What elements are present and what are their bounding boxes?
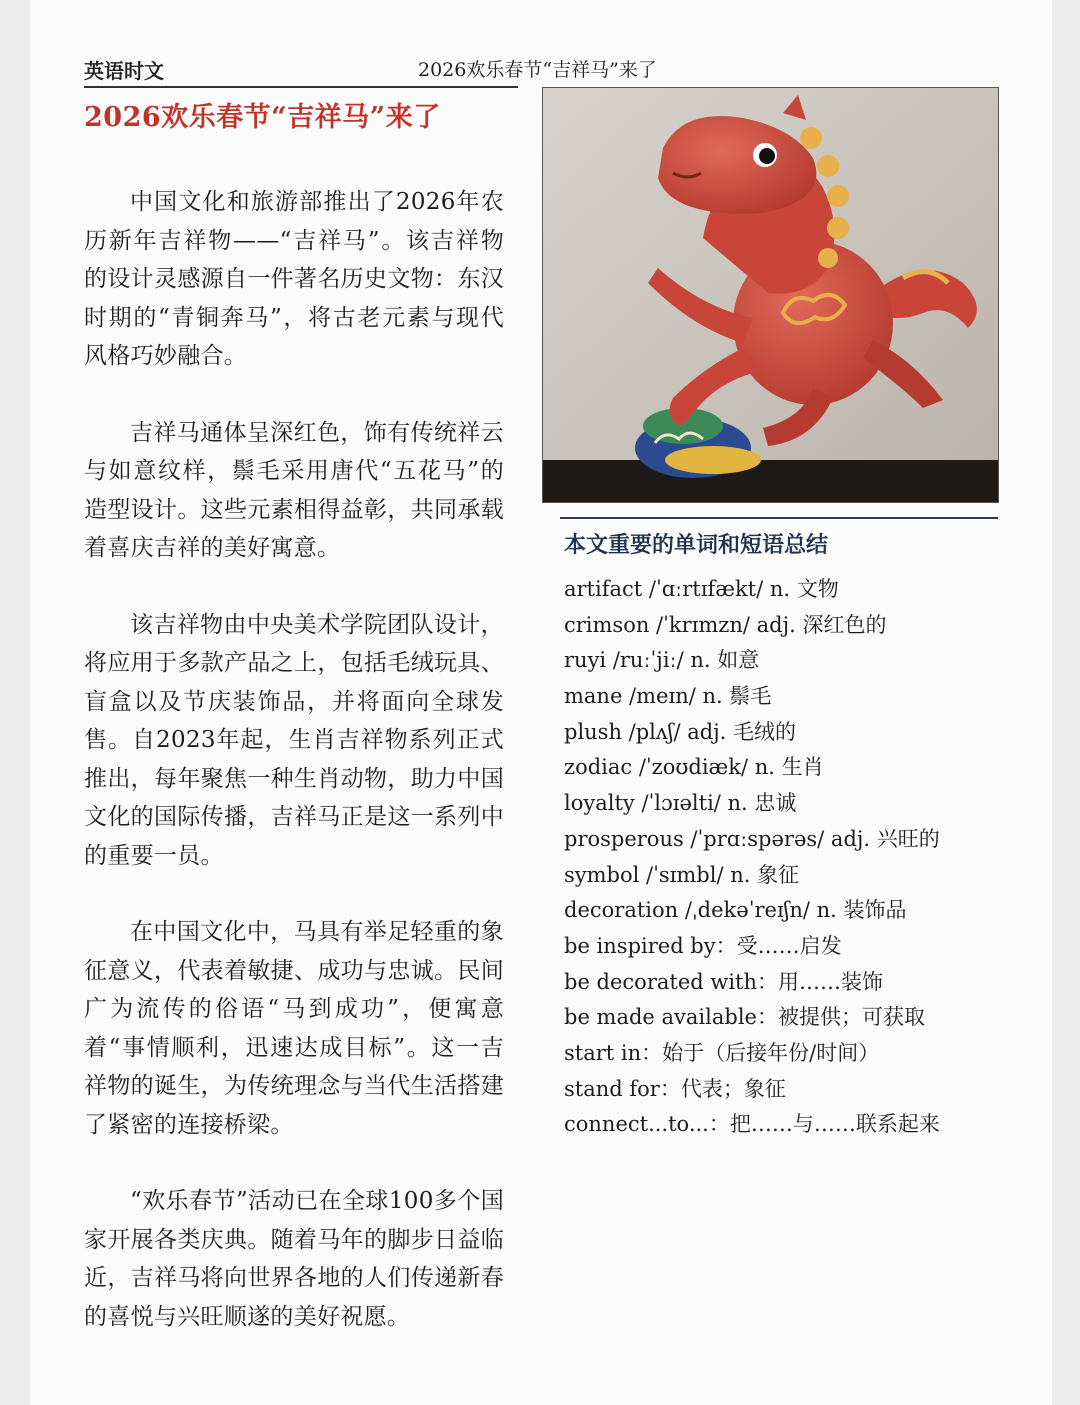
vocab-item: ruyi /ruːˈjiː/ n. 如意 [564,648,760,673]
vocab-item: stand for：代表；象征 [564,1076,786,1101]
vocab-item: symbol /ˈsɪmbl/ n. 象征 [564,862,800,887]
article-paragraph-1: 中国文化和旅游部推出了2026年农历新年吉祥物——“吉祥马”。该吉祥物的设计灵感源自一件著名历史文物：东汉时期的“青铜奔马”，将古老元素与现代风格巧妙融合。 [84,189,504,369]
vocab-item: mane /meɪn/ n. 鬃毛 [564,684,772,709]
section-label: 英语时文 [84,59,164,83]
article-paragraph-5: “欢乐春节”活动已在全球100多个国家开展各类庆典。随着马年的脚步日益临近，吉祥马将向世界各地的人们传递新春的喜悦与兴旺顺遂的美好祝愿。 [84,1188,504,1330]
vocab-item: be made available：被提供；可获取 [564,1005,925,1030]
vocab-title: 本文重要的单词和短语总结 [564,532,829,558]
article-title: 2026欢乐春节“吉祥马”来了 [84,102,441,133]
vocab-list [564,573,1004,1144]
vocab-item: plush /plʌʃ/ adj. 毛绒的 [564,719,797,744]
running-title: 2026欢乐春节“吉祥马”来了 [418,59,657,81]
vocab-item: zodiac /ˈzoʊdiæk/ n. 生肖 [564,755,824,780]
vocab-item: start in：始于（后接年份/时间） [564,1040,880,1065]
article-body [84,183,504,1374]
vocab-item: artifact /ˈɑːrtɪfækt/ n. 文物 [564,577,839,601]
vocab-item: be inspired by：受……启发 [564,933,842,958]
article-paragraph-2: 吉祥马通体呈深红色，饰有传统祥云与如意纹样，鬃毛采用唐代“五花马”的造型设计。这些元素相得益彰，共同承载着喜庆吉祥的美好寓意。 [84,419,504,561]
article-paragraph-4: 在中国文化中，马具有举足轻重的象征意义，代表着敏捷、成功与忠诚。民间广为流传的俗语“马到成功”，便寓意着“事情顺利，迅速达成目标”。这一吉祥物的诞生，为传统理念与当代生活搭建了紧密的连接桥梁。 [84,919,504,1138]
vocab-item: loyalty /ˈlɔɪəlti/ n. 忠诚 [564,791,797,816]
vocab-item: be decorated with：用……装饰 [564,969,884,994]
vocab-item: crimson /ˈkrɪmzn/ adj. 深红色的 [564,612,887,637]
horse-mascot-image [542,87,999,503]
vocab-item: connect...to...：把……与……联系起来 [564,1112,940,1137]
header-divider [84,86,518,88]
vocab-item: decoration /ˌdekəˈreɪʃn/ n. 装饰品 [564,898,907,923]
vocab-divider [560,517,998,519]
article-paragraph-3: 该吉祥物由中央美术学院团队设计，将应用于多款产品之上，包括毛绒玩具、盲盒以及节庆装饰品，并将面向全球发售。自2023年起，生肖吉祥物系列正式推出，每年聚焦一种生肖动物，助力中国文化的国际传播，吉祥马正是这一系列中的重要一员。 [84,611,504,869]
vocab-item: prosperous /ˈprɑːspərəs/ adj. 兴旺的 [564,826,940,851]
